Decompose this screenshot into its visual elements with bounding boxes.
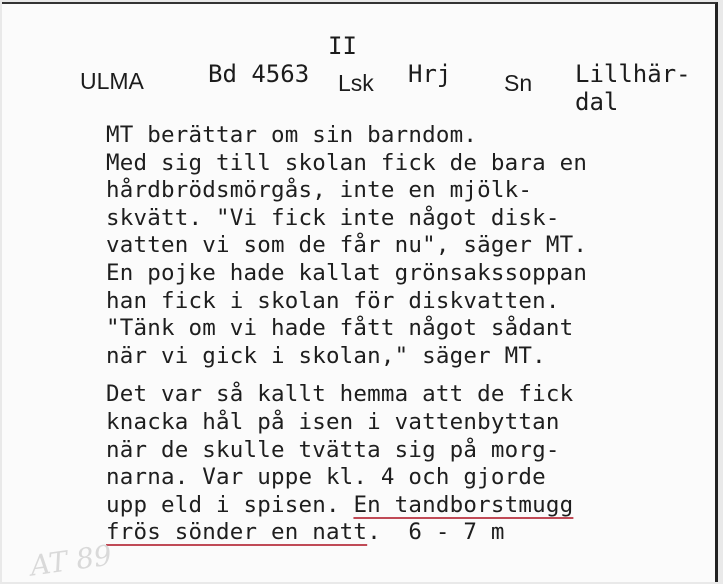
text-line: Det var så kallt hemma att de fick xyxy=(106,381,574,408)
text-line: Med sig till skolan fick de bara en xyxy=(106,149,588,176)
text-line: narna. Var uppe kl. 4 och gjorde xyxy=(106,464,546,491)
parish-label: Sn xyxy=(504,70,533,96)
underlined-segment: En tandborstmugg xyxy=(353,491,574,518)
text-line: skvätt. "Vi fick inte något disk- xyxy=(106,204,560,231)
text-line: MT berättar om sin barndom. xyxy=(106,122,478,148)
index-card xyxy=(2,2,718,582)
text-line: En pojke hade kallat grönsakssoppan xyxy=(106,259,588,286)
text-line: "Tänk om vi hade fått något sådant xyxy=(106,315,574,342)
roman-numeral: II xyxy=(328,32,357,60)
text-segment: upp eld i spisen. xyxy=(106,491,354,518)
text-line: när de skulle tvätta sig på morg- xyxy=(106,436,560,463)
archive-label: ULMA xyxy=(80,68,144,94)
parish-name-line1: Lillhär- xyxy=(575,60,691,88)
text-line: när vi gick i skolan," säger MT. xyxy=(106,342,546,369)
text-line: vatten vi som de får nu", säger MT. xyxy=(106,232,588,259)
text-line: knacka hål på isen i vattenbyttan xyxy=(106,408,560,435)
text-line: han fick i skolan för diskvatten. xyxy=(106,287,560,314)
text-line: hårdbrödsmörgås, inte en mjölk- xyxy=(106,177,533,204)
volume-number: Bd 4563 xyxy=(208,60,310,88)
district-code: Hrj xyxy=(408,60,452,88)
text-line xyxy=(106,519,706,547)
parish-name-line2: dal xyxy=(575,88,619,116)
paragraph-gap xyxy=(106,370,706,381)
faint-stamp: AT 89 xyxy=(28,538,114,583)
card-text xyxy=(106,122,706,547)
underlined-segment: frös sönder en natt xyxy=(106,519,368,546)
text-line xyxy=(106,492,706,520)
text-segment: . 6 - 7 m xyxy=(367,519,505,546)
province-label: Lsk xyxy=(338,70,374,96)
